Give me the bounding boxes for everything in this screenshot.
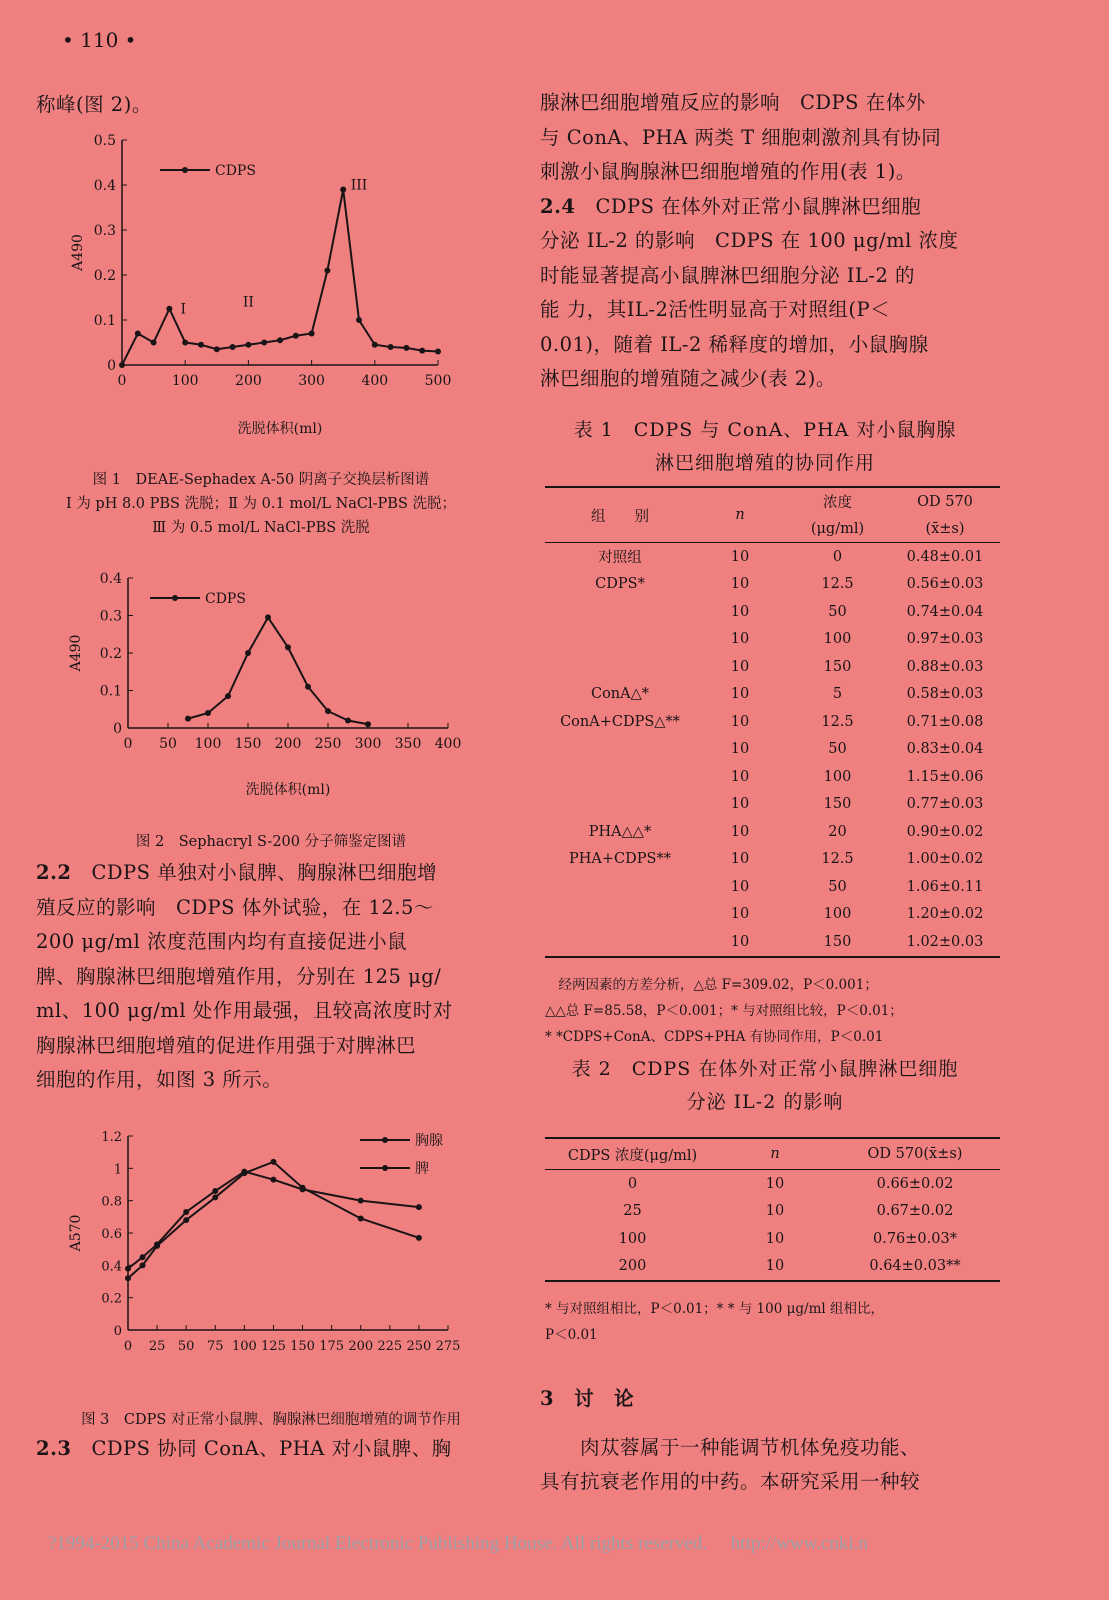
table-cell: 12.5 — [821, 576, 854, 593]
section-number: 2.4 — [540, 194, 576, 218]
y-tick-label: 0.2 — [93, 268, 116, 284]
figure-1 — [60, 128, 480, 458]
table-row — [545, 1170, 1000, 1198]
section-3 — [540, 1382, 990, 1500]
table-cell: 0.76±0.03* — [873, 1230, 957, 1247]
table-row — [545, 846, 1000, 874]
legend-marker — [382, 1137, 388, 1143]
paragraph-line: 具有抗衰老作用的中药。本研究采用一种较 — [540, 1470, 921, 1493]
x-tick-label: 100 — [194, 736, 222, 752]
x-tick-label: 100 — [231, 1339, 257, 1354]
paragraph-line: 肉苁蓉属于一种能调节机体免疫功能、 — [540, 1435, 921, 1459]
table-cell: 100 — [618, 1230, 647, 1247]
data-point — [324, 268, 330, 274]
data-point — [154, 1241, 160, 1247]
paragraph-line: ml、100 μg/ml 处作用最强，且较高浓度时对 — [36, 999, 453, 1022]
section-2-3-cont — [540, 86, 990, 397]
table-2-notes — [545, 1296, 1005, 1348]
table-cell: ConA+CDPS△** — [560, 713, 680, 730]
table-cell: 10 — [730, 576, 750, 593]
section-title: CDPS 单独对小鼠脾、胸腺淋巴细胞增 — [91, 861, 438, 884]
table-cell: 0.58±0.03 — [906, 686, 984, 703]
table-note-line: P＜0.01 — [545, 1327, 598, 1343]
table-row — [545, 873, 1000, 901]
header-group: 组 别 — [545, 487, 695, 543]
x-tick-label: 125 — [261, 1339, 286, 1354]
data-point — [125, 1266, 131, 1272]
header-od: OD 570(x̄±s) — [867, 1146, 963, 1162]
table-row — [545, 736, 1000, 764]
table-cell — [545, 873, 695, 901]
table-cell: 0.48±0.01 — [906, 548, 984, 565]
table-cell: CDPS* — [595, 576, 645, 593]
table-cell: 10 — [730, 851, 750, 868]
table-row — [545, 708, 1000, 736]
section-number: 2.3 — [36, 1437, 72, 1460]
table-cell: 10 — [730, 686, 750, 703]
x-tick-label: 75 — [206, 1339, 224, 1354]
data-point — [261, 340, 267, 346]
data-point — [166, 306, 172, 312]
table-cell: 0.56±0.03 — [906, 576, 984, 593]
data-point — [245, 650, 251, 656]
data-point — [358, 1215, 364, 1221]
table-title-line: 淋巴细胞增殖的协同作用 — [654, 452, 875, 474]
table-row — [545, 1253, 1000, 1282]
table-note-line: * 与对照组相比，P＜0.01；* * 与 100 μg/ml 组相比， — [545, 1301, 884, 1317]
legend-label: 胸腺 — [415, 1133, 443, 1149]
table-cell: 10 — [730, 878, 750, 895]
table-cell: 1.00±0.02 — [906, 851, 984, 868]
data-point — [198, 342, 204, 348]
x-tick-label: 50 — [159, 736, 177, 752]
paragraph-line: 时能显著提高小鼠脾淋巴细胞分泌 IL-2 的 — [540, 263, 916, 287]
y-tick-label: 1.2 — [101, 1130, 122, 1145]
table-cell: 12.5 — [821, 851, 854, 868]
data-point — [356, 317, 362, 323]
data-point — [270, 1177, 276, 1183]
data-point — [230, 344, 236, 350]
header-od: OD 570 — [917, 493, 973, 510]
series-line-1 — [128, 1172, 419, 1269]
y-tick-label: 0.2 — [101, 1291, 122, 1307]
data-point — [183, 1209, 189, 1215]
table-cell: 10 — [765, 1230, 785, 1247]
x-tick-label: 200 — [348, 1339, 374, 1354]
table-cell: 0.77±0.03 — [906, 796, 984, 813]
table-cell: 10 — [730, 768, 750, 785]
table-cell: 1.20±0.02 — [906, 906, 984, 923]
figure-3 — [60, 1130, 480, 1380]
x-tick-label: 100 — [171, 373, 199, 389]
data-point — [205, 710, 211, 716]
data-point — [285, 644, 291, 650]
header-conc: CDPS 浓度(μg/ml) — [567, 1147, 698, 1164]
table-note-line: 经两因素的方差分析，△总 F=309.02，P＜0.001； — [545, 977, 878, 993]
table-title-line: 表 2 CDPS 在体外对正常小鼠脾淋巴细胞 — [571, 1058, 959, 1080]
paragraph-line: 分泌 IL-2 的影响 CDPS 在 100 μg/ml 浓度 — [540, 229, 959, 252]
paragraph-line: 胸腺淋巴细胞增殖的促进作用强于对脾淋巴 — [36, 1033, 417, 1057]
table-row — [545, 681, 1000, 709]
table-cell: 150 — [823, 658, 852, 675]
figure-3-caption: 图 3 CDPS 对正常小鼠脾、胸腺淋巴细胞增殖的调节作用 — [81, 1412, 461, 1428]
table-cell: 10 — [730, 796, 750, 813]
table-row — [545, 598, 1000, 626]
table-cell: 200 — [618, 1258, 647, 1275]
table-cell: 0.83±0.04 — [906, 741, 984, 758]
table-cell: 10 — [765, 1203, 785, 1220]
x-tick-label: 200 — [274, 736, 302, 752]
table-cell: 25 — [623, 1203, 642, 1220]
data-point — [140, 1262, 146, 1268]
table-row — [545, 571, 1000, 599]
table-cell — [545, 791, 695, 819]
x-tick-label: 400 — [361, 373, 389, 389]
y-axis-label: A570 — [68, 1214, 84, 1252]
table-2-body — [545, 1170, 1000, 1282]
figure-2 — [60, 566, 480, 816]
data-point — [245, 342, 251, 348]
table-cell: 10 — [765, 1258, 785, 1275]
table-row — [545, 928, 1000, 957]
figure-1-caption-line: Ⅰ 为 pH 8.0 PBS 洗脱；Ⅱ 为 0.1 mol/L NaCl-PBS 洗脱； — [65, 496, 456, 512]
figure-1-caption-line: Ⅲ 为 0.5 mol/L NaCl-PBS 洗脱 — [152, 520, 370, 536]
data-point — [125, 1275, 131, 1281]
x-tick-label: 150 — [234, 736, 262, 752]
table-cell: 0.67±0.02 — [876, 1203, 954, 1220]
x-tick-label: 200 — [235, 373, 262, 389]
table-cell: 0.64±0.03** — [869, 1258, 961, 1275]
legend-label: 脾 — [415, 1161, 429, 1177]
legend-marker — [182, 167, 188, 173]
data-point — [214, 346, 220, 352]
table-row — [545, 626, 1000, 654]
table-1 — [545, 486, 1000, 958]
table-row — [545, 1198, 1000, 1226]
figure-3-chart — [60, 1130, 480, 1380]
table-row — [545, 1225, 1000, 1253]
table-cell: 10 — [730, 741, 750, 758]
figure-1-caption-line: 图 1 DEAE-Sephadex A-50 阴离子交换层析图谱 — [92, 472, 430, 488]
table-cell — [545, 653, 695, 681]
x-axis-label: 洗脱体积(ml) — [245, 782, 331, 798]
table-cell: 0.66±0.02 — [876, 1175, 954, 1192]
series-line-0 — [188, 617, 368, 724]
table-row — [545, 791, 1000, 819]
table-cell: 0 — [832, 548, 843, 565]
x-tick-label: 300 — [354, 736, 382, 752]
table-cell: 1.15±0.06 — [906, 768, 984, 785]
table-cell — [545, 901, 695, 929]
x-tick-label: 175 — [319, 1339, 345, 1354]
paragraph-line: 刺激小鼠胸腺淋巴细胞增殖的作用(表 1)。 — [540, 160, 916, 183]
data-point — [435, 349, 441, 355]
section-2-2 — [36, 856, 506, 1098]
table-cell: 100 — [823, 768, 852, 785]
legend-marker — [382, 1165, 388, 1171]
table-cell: PHA△△* — [588, 823, 652, 840]
paragraph-line: 淋巴细胞的增殖随之减少(表 2)。 — [540, 367, 836, 390]
table-cell: 100 — [823, 906, 852, 923]
table-cell: 0.71±0.08 — [906, 713, 984, 730]
data-point — [151, 340, 157, 346]
table-row — [545, 543, 1000, 571]
header-n: n — [695, 487, 785, 543]
peak-label: I — [180, 301, 187, 318]
table-cell: PHA+CDPS** — [569, 851, 671, 868]
figure-2-caption: 图 2 Sephacryl S-200 分子筛鉴定图谱 — [135, 834, 407, 850]
section-2-3-heading — [36, 1432, 506, 1467]
data-point — [183, 1217, 189, 1223]
figure-2-chart — [60, 566, 480, 816]
section-number: 2.2 — [36, 861, 72, 884]
x-tick-label: 275 — [435, 1339, 461, 1354]
data-point — [345, 718, 351, 724]
table-cell — [545, 626, 695, 654]
x-tick-label: 0 — [123, 1339, 133, 1354]
table-cell: 10 — [730, 631, 750, 648]
table-cell: ConA△* — [590, 686, 650, 703]
table-cell: 10 — [730, 658, 750, 675]
table-cell: 10 — [730, 933, 750, 950]
x-tick-label: 0 — [123, 736, 133, 752]
data-point — [182, 340, 188, 346]
header-conc: 浓度 — [823, 495, 852, 511]
x-tick-label: 350 — [394, 736, 422, 752]
table-cell: 0 — [627, 1175, 638, 1192]
table-note-line: △△总 F=85.58，P＜0.001；* 与对照组比较，P＜0.01； — [545, 1003, 903, 1019]
table-title-line: 表 1 CDPS 与 ConA、PHA 对小鼠胸腺 — [573, 419, 957, 441]
table-cell: 50 — [828, 603, 847, 620]
table-cell: 50 — [828, 741, 847, 758]
table-cell — [545, 598, 695, 626]
table-cell: 0.90±0.02 — [906, 823, 984, 840]
paragraph-line: 与 ConA、PHA 两类 T 细胞刺激剂具有协同 — [540, 125, 942, 149]
section-title: CDPS 在体外对正常小鼠脾淋巴细胞 — [595, 194, 922, 218]
table-cell: 20 — [828, 823, 847, 840]
x-tick-label: 500 — [424, 373, 452, 389]
table-cell: 100 — [823, 631, 852, 648]
x-axis-label: 洗脱体积(ml) — [237, 421, 323, 437]
x-tick-label: 250 — [314, 736, 342, 752]
table-cell: 对照组 — [598, 550, 642, 567]
x-tick-label: 50 — [177, 1339, 195, 1354]
x-tick-label: 250 — [406, 1339, 432, 1354]
table-cell: 0.74±0.04 — [906, 603, 984, 620]
y-tick-label: 0.1 — [99, 683, 122, 700]
y-tick-label: 0.6 — [101, 1227, 122, 1242]
table-cell — [545, 928, 695, 957]
table-cell: 1.06±0.11 — [906, 878, 984, 895]
y-tick-label: 0.5 — [93, 133, 116, 149]
legend-marker — [172, 595, 178, 601]
y-tick-label: 0 — [113, 721, 122, 737]
table-row — [545, 901, 1000, 929]
data-point — [416, 1204, 422, 1210]
x-tick-label: 300 — [298, 373, 325, 389]
legend-label: CDPS — [205, 591, 246, 607]
x-tick-label: 400 — [434, 736, 462, 752]
table-2 — [545, 1137, 1000, 1282]
y-tick-label: 0.4 — [93, 178, 116, 194]
data-point — [419, 348, 425, 354]
copyright-footer: ?1994-2015 China Academic Journal Electronic Publishing House. All rights reserved. http://www.cnki.n — [48, 1533, 868, 1554]
table-cell: 10 — [730, 823, 750, 840]
table-cell: 10 — [730, 713, 750, 730]
paragraph-line: 细胞的作用，如图 3 所示。 — [36, 1068, 283, 1091]
table-1-title — [540, 414, 990, 480]
paragraph-line: 能 力，其IL-2活性明显高于对照组(P＜ — [540, 298, 891, 321]
header-conc-unit: (μg/ml) — [810, 520, 865, 537]
y-tick-label: 0.3 — [93, 223, 116, 239]
data-point — [416, 1235, 422, 1241]
data-point — [358, 1198, 364, 1204]
paragraph-line: 殖反应的影响 CDPS 体外试验，在 12.5～ — [36, 895, 434, 919]
table-cell: 50 — [828, 878, 847, 895]
y-tick-label: 0 — [113, 1324, 122, 1339]
table-title-line: 分泌 IL-2 的影响 — [686, 1091, 844, 1113]
table-cell: 1.02±0.03 — [906, 933, 984, 950]
paragraph-line: 200 μg/ml 浓度范围内均有直接促进小鼠 — [36, 930, 408, 953]
data-point — [225, 693, 231, 699]
x-tick-label: 25 — [148, 1339, 166, 1354]
data-point — [119, 362, 125, 368]
data-point — [241, 1169, 247, 1175]
table-cell: 10 — [730, 906, 750, 923]
peak-label: III — [350, 177, 368, 194]
data-point — [212, 1188, 218, 1194]
peak-label: II — [242, 294, 254, 311]
y-tick-label: 0.4 — [101, 1259, 122, 1275]
data-point — [309, 331, 315, 337]
data-point — [300, 1186, 306, 1192]
legend-label: CDPS — [215, 163, 256, 179]
table-cell: 5 — [832, 686, 843, 703]
table-1-notes — [545, 972, 1005, 1050]
table-note-line: * *CDPS+ConA、CDPS+PHA 有协同作用，P＜0.01 — [545, 1029, 884, 1045]
table-cell: 0.88±0.03 — [906, 658, 984, 675]
data-point — [212, 1194, 218, 1200]
table-row — [545, 653, 1000, 681]
data-point — [135, 331, 141, 337]
table-cell: 12.5 — [821, 713, 854, 730]
header-n: n — [770, 1146, 780, 1162]
y-tick-label: 0.3 — [99, 608, 122, 625]
paragraph-line: 腺淋巴细胞增殖反应的影响 CDPS 在体外 — [540, 91, 926, 114]
data-point — [265, 614, 271, 620]
table-row — [545, 763, 1000, 791]
data-point — [325, 708, 331, 714]
data-point — [403, 345, 409, 351]
table-cell: 10 — [730, 548, 750, 565]
table-cell — [545, 763, 695, 791]
page-number: • 110 • — [62, 28, 137, 52]
data-point — [388, 344, 394, 350]
data-point — [277, 337, 283, 343]
table-2-title — [540, 1053, 990, 1119]
paragraph-line: 脾、胸腺淋巴细胞增殖作用，分别在 125 μg/ — [36, 964, 442, 988]
x-tick-label: 0 — [117, 373, 127, 389]
data-point — [372, 342, 378, 348]
data-point — [293, 333, 299, 339]
data-point — [340, 187, 346, 193]
data-point — [140, 1254, 146, 1260]
y-tick-label: 0.1 — [93, 313, 116, 329]
table-cell: 10 — [730, 603, 750, 620]
x-tick-label: 225 — [377, 1339, 403, 1354]
intro-line: 称峰(图 2)。 — [36, 93, 152, 116]
paragraph-line: 0.01)，随着 IL-2 稀释度的增加，小鼠胸腺 — [540, 332, 929, 356]
data-point — [270, 1159, 276, 1165]
section-title: 3 讨 论 — [540, 1387, 635, 1410]
table-cell — [545, 736, 695, 764]
section-title: CDPS 协同 ConA、PHA 对小鼠脾、胸 — [91, 1437, 452, 1460]
y-tick-label: 0.2 — [99, 646, 122, 662]
table-1-body — [545, 543, 1000, 957]
y-axis-label: A490 — [68, 634, 84, 672]
x-tick-label: 150 — [290, 1339, 315, 1354]
y-tick-label: 0.4 — [99, 571, 122, 587]
table-cell: 150 — [823, 796, 852, 813]
table-cell: 10 — [765, 1175, 785, 1192]
data-point — [185, 716, 191, 722]
table-row — [545, 818, 1000, 846]
y-tick-label: 0 — [107, 358, 116, 374]
figure-1-chart — [60, 128, 480, 458]
y-axis-label: A490 — [70, 234, 86, 271]
header-od-unit: (x̄±s) — [925, 520, 965, 537]
y-tick-label: 1 — [113, 1162, 122, 1178]
table-cell: 0.97±0.03 — [906, 631, 984, 648]
figure-1-caption — [36, 468, 486, 540]
data-point — [365, 721, 371, 727]
y-tick-label: 0.8 — [101, 1194, 122, 1210]
data-point — [305, 684, 311, 690]
table-cell: 150 — [823, 933, 852, 950]
